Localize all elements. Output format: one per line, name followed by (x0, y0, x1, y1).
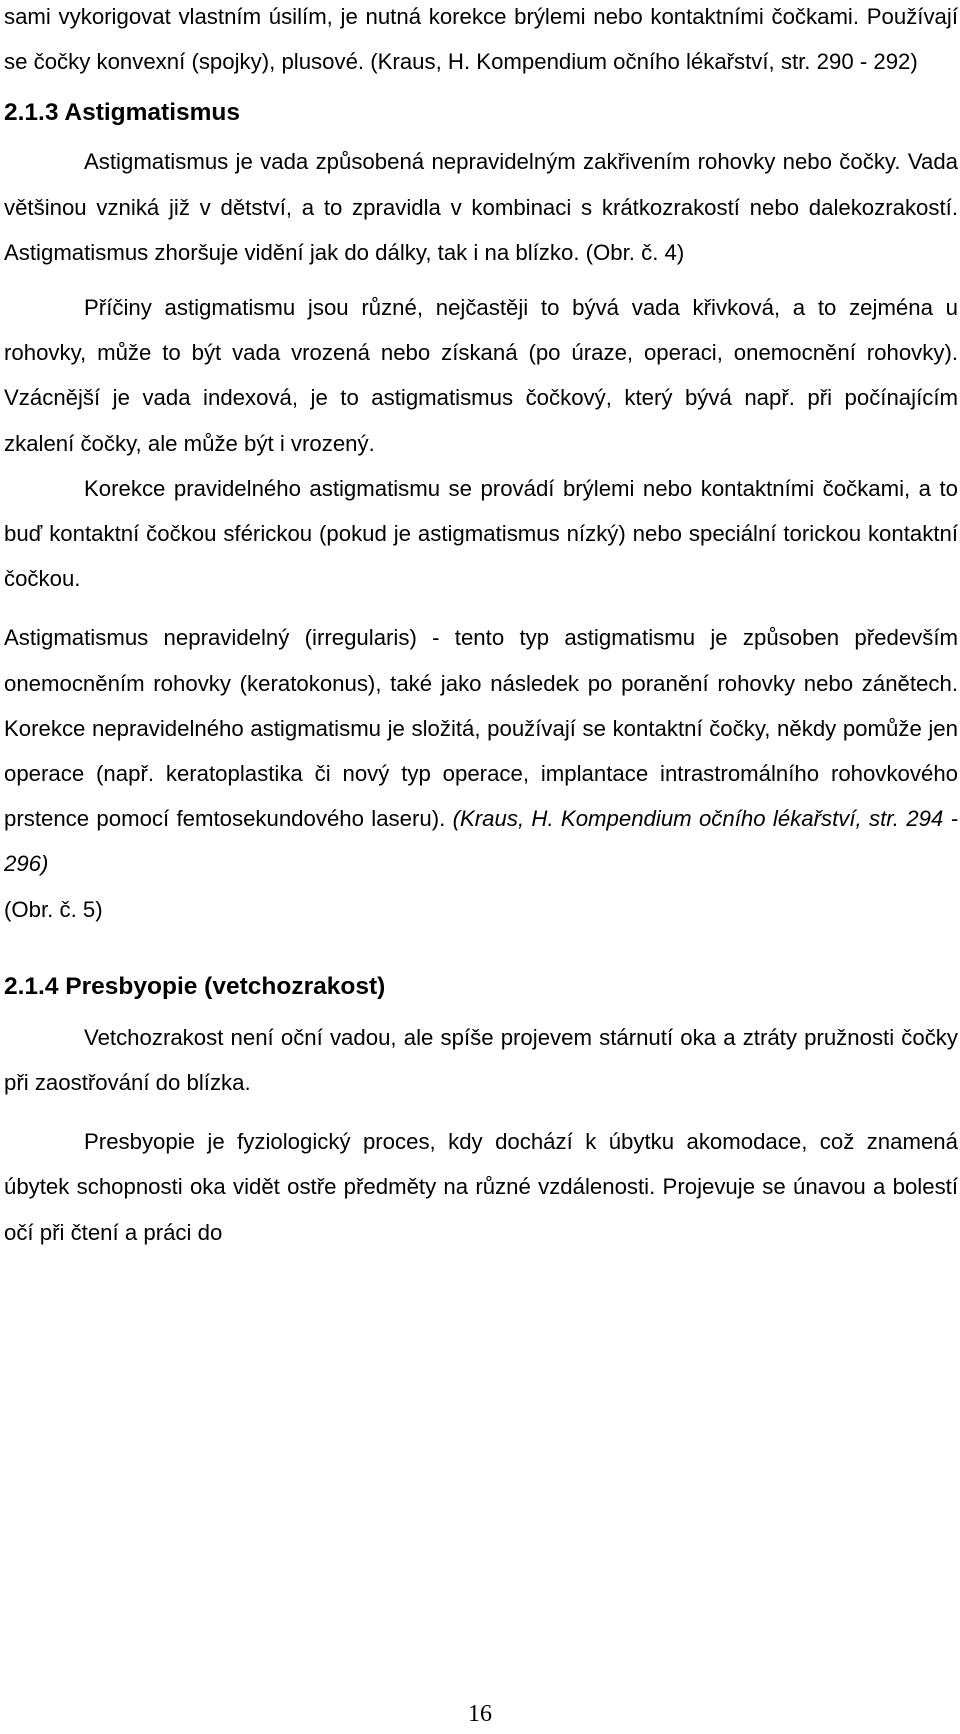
paragraph-hyperopia-correction: sami vykorigovat vlastním úsilím, je nutná korekce brýlemi nebo kontaktními čočkami. Používají se čočky konvexní (spojky), plusové. (Kraus, H. Kompendium očního lékařství, str. 290 - 292) (4, 4, 958, 75)
citation-kraus: (Kraus, H. Kompendium očního lékařství, str. 294 - 296) (4, 806, 958, 877)
paragraph-presbyopia-definition: Vetchozrakost není oční vadou, ale spíše projevem stárnutí oka a ztráty pružnosti čočky při zaostřování do blízka. (4, 1024, 958, 1096)
paragraph-astigmatism-causes: Příčiny astigmatismu jsou různé, nejčastěji to bývá vada křivková, a to zejména u rohovky, může to být vada vrozená nebo získaná (po úraze, operaci, onemocnění rohovky). Vzácnější je vada indexová, je to astigmatismus čočkový, který bývá např. při počínajícím zkalení čočky, ale může být i vrozený. (4, 295, 958, 456)
paragraph-astigmatism-definition: Astigmatismus je vada způsobená nepravidelným zakřivením rohovky nebo čočky. Vada většinou vzniká již v dětství, a to zpravidla v kombinaci s krátkozrakostí nebo dalekozrakostí. Astigmatismus zhoršuje vidění jak do dálky, tak i na blízko. (Obr. č. 4) (4, 149, 958, 265)
section-heading-astigmatism: 2.1.3 Astigmatismus (4, 99, 241, 127)
figure-reference: (Obr. č. 5) (4, 896, 103, 922)
paragraph-irregular-astigmatism (4, 615, 958, 886)
section-heading-presbyopia: 2.1.4 Presbyopie (vetchozrakost) (4, 972, 386, 1000)
page-number: 16 (468, 1701, 492, 1727)
paragraph-astigmatism-correction: Korekce pravidelného astigmatismu se provádí brýlemi nebo kontaktními čočkami, a to buď kontaktní čočkou sférickou (pokud je astigmatismus nízký) nebo speciální torickou kontaktní čočkou. (4, 475, 958, 592)
irregular-astigmatism-text: Astigmatismus nepravidelný (irregularis) - tento typ astigmatismu je způsoben především onemocněním rohovky (keratokonus), také jako následek po poranění rohovky nebo zánětech. Korekce nepravidelného astigmatismu je složitá, používají se kontaktní čočky, někdy pomůže jen operace (např. keratoplastika či nový typ operace, implantace intrastromálního rohovkového prstence pomocí femtosekundového laseru). (4, 625, 958, 832)
page-content (4, 0, 958, 1255)
paragraph-presbyopia-process: Presbyopie je fyziologický proces, kdy dochází k úbytku akomodace, což znamená úbytek schopnosti oka vidět ostře předměty na různé vzdálenosti. Projevuje se únavou a bolestí očí při čtení a práci do (4, 1129, 958, 1245)
